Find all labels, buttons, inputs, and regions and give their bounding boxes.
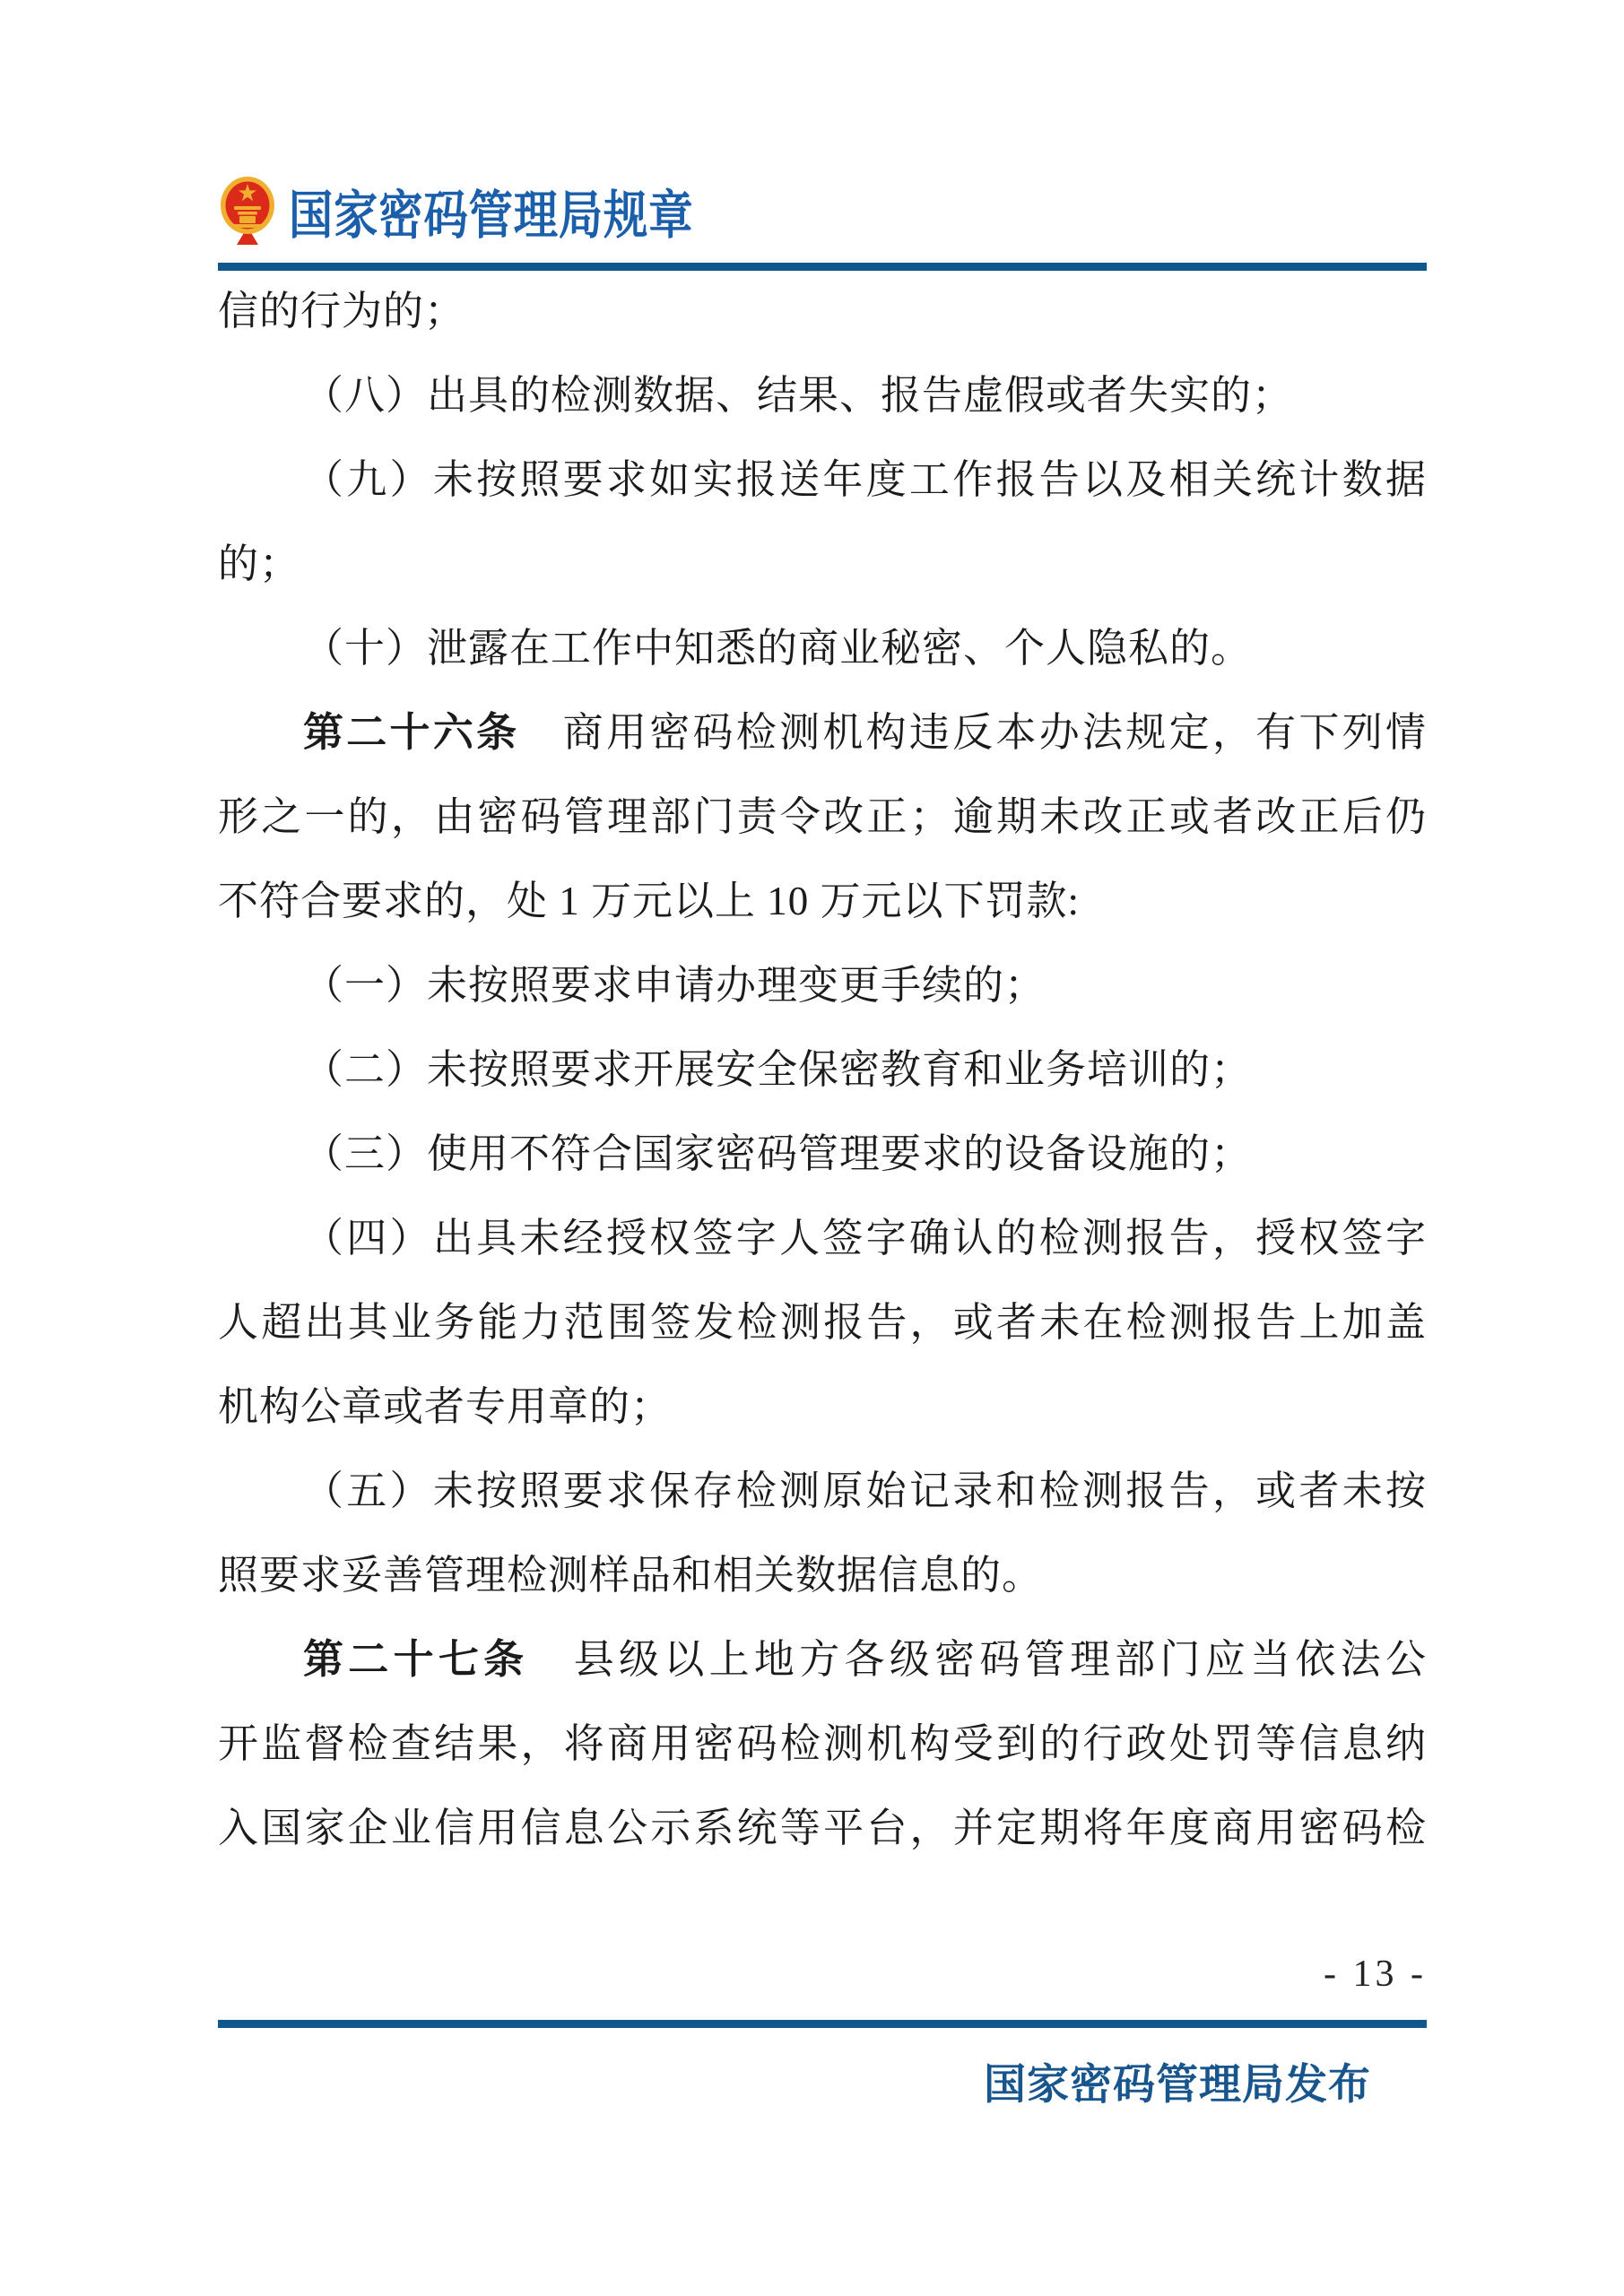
body-line: （一）未按照要求申请办理变更手续的； — [303, 963, 1046, 1008]
body-line: 入国家企业信用信息公示系统等平台，并定期将年度商用密码检 — [218, 1806, 1427, 1850]
body-line: 形之一的，由密码管理部门责令改正；逾期未改正或者改正后仍 — [218, 794, 1427, 839]
body-line: 开监督检查结果，将商用密码检测机构受到的行政处罚等信息纳 — [218, 1721, 1427, 1766]
body-line: 不符合要求的，处 1 万元以上 10 万元以下罚款: — [218, 879, 1081, 923]
body-line: （九）未按照要求如实报送年度工作报告以及相关统计数据 — [303, 457, 1427, 502]
article-heading-line: 第二十六条 商用密码检测机构违反本办法规定，有下列情 — [303, 709, 1427, 755]
body-line: （十）泄露在工作中知悉的商业秘密、个人隐私的。 — [303, 626, 1253, 671]
body-line: 的； — [218, 542, 301, 586]
body-line: 人超出其业务能力范围签发检测报告，或者未在检测报告上加盖 — [218, 1300, 1427, 1345]
body-line: （二）未按照要求开展安全保密教育和业务培训的； — [303, 1047, 1253, 1092]
article-number: 第二十六条 — [303, 709, 520, 755]
china-national-emblem-icon — [221, 177, 274, 245]
body-line: （三）使用不符合国家密码管理要求的设备设施的； — [303, 1131, 1253, 1176]
body-line: （四）出具未经授权签字人签字确认的检测报告，授权签字 — [303, 1216, 1427, 1261]
footer-divider — [218, 2020, 1427, 2028]
body-line: （五）未按照要求保存检测原始记录和检测报告，或者未按 — [303, 1469, 1427, 1513]
page-title: 国家密码管理局规章 — [289, 186, 694, 245]
body-line: （八）出具的检测数据、结果、报告虚假或者失实的； — [303, 373, 1294, 418]
article-number: 第二十七条 — [303, 1636, 529, 1682]
page-header — [221, 174, 765, 247]
page-number: - 13 - — [1324, 1954, 1427, 1995]
body-line: 信的行为的； — [218, 289, 466, 334]
body-line: 照要求妥善管理检测样品和相关数据信息的。 — [218, 1553, 1044, 1598]
publisher-label: 国家密码管理局发布 — [984, 2062, 1371, 2109]
body-line: 机构公章或者专用章的； — [218, 1384, 673, 1429]
document-body — [218, 269, 1427, 1870]
article-heading-line: 第二十七条 县级以上地方各级密码管理部门应当依法公 — [303, 1636, 1427, 1682]
